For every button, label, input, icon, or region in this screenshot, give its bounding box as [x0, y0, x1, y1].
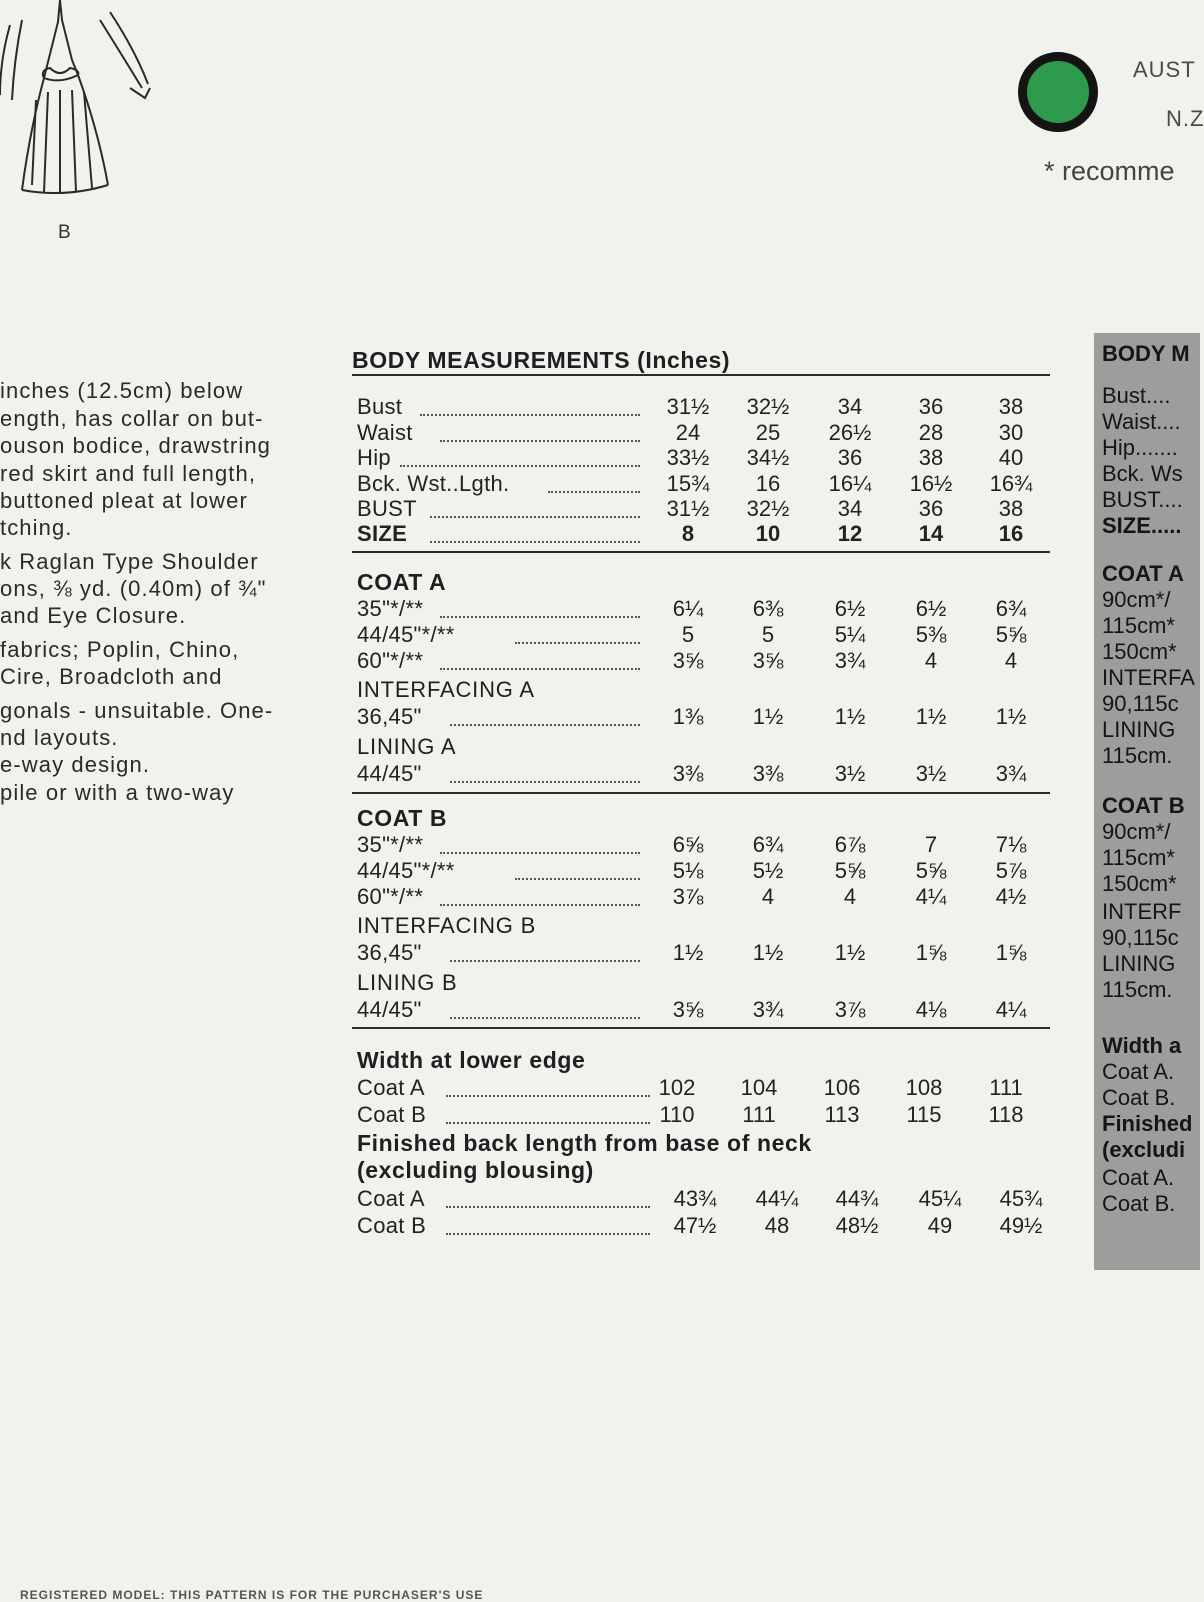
metric-panel-line: Finished: [1102, 1111, 1193, 1136]
description-line: and Eye Closure.: [0, 603, 187, 628]
row-value: 44¼: [755, 1186, 799, 1211]
row-value: 6⅞: [834, 832, 866, 857]
row-label: 35"*/**: [357, 832, 424, 857]
row-value: 4¼: [915, 884, 947, 909]
row-value: 26½: [828, 420, 872, 445]
leader-dots: [450, 781, 640, 783]
finished-title: Finished back length from base of neck: [357, 1130, 812, 1156]
row-value: 5¼: [834, 622, 866, 647]
coat_b-title: COAT B: [357, 805, 448, 831]
metric-panel-line: BODY M: [1102, 341, 1190, 366]
row-value: 43¾: [673, 1186, 717, 1211]
row-value: 1½: [834, 940, 866, 965]
row-value: 6⅜: [752, 596, 784, 621]
metric-panel-line: 90,115c: [1102, 691, 1179, 716]
row-value: 7⅛: [995, 832, 1027, 857]
row-label: 44/45"*/**: [357, 622, 455, 647]
coat_a-lining-title: LINING A: [357, 734, 457, 759]
metric-panel-line: INTERF: [1102, 899, 1182, 924]
leader-dots: [450, 1017, 640, 1019]
row-value: 3½: [834, 761, 866, 786]
row-label: Coat A: [357, 1186, 425, 1211]
row-label: 36,45": [357, 940, 422, 965]
row-value: 49: [927, 1213, 953, 1238]
row-value: 16¼: [828, 471, 872, 496]
row-value: 4: [843, 884, 857, 909]
row-value: 38: [998, 394, 1024, 419]
row-value: 3⅞: [672, 884, 704, 909]
row-value: 34: [837, 496, 863, 521]
row-value: 3⅜: [672, 761, 704, 786]
metric-panel-line: LINING: [1102, 717, 1176, 742]
row-value: 31½: [666, 394, 710, 419]
row-value: 3⅞: [834, 997, 866, 1022]
metric-panel-line: Waist....: [1102, 409, 1181, 434]
row-value: 40: [998, 445, 1024, 470]
row-label: Coat B: [357, 1213, 427, 1238]
row-label: Waist: [357, 420, 413, 445]
leader-dots: [430, 541, 640, 543]
row-label: 60"*/**: [357, 884, 424, 909]
leader-dots: [440, 668, 640, 670]
row-label: 36,45": [357, 704, 422, 729]
region-label-nz: N.Z: [1166, 106, 1204, 131]
row-value: 5⅝: [834, 858, 866, 883]
row-value: 38: [998, 496, 1024, 521]
row-label: 44/45": [357, 997, 422, 1022]
row-value: 5⅛: [672, 858, 704, 883]
row-value: 3⅝: [672, 997, 704, 1022]
row-value: 118: [988, 1102, 1024, 1127]
row-value: 25: [755, 420, 781, 445]
row-value: 5: [681, 622, 695, 647]
row-label: Bust: [357, 394, 403, 419]
row-value: 45¼: [918, 1186, 962, 1211]
row-value: 4: [761, 884, 775, 909]
metric-panel-line: Bck. Ws: [1102, 461, 1183, 486]
description-line: gonals - unsuitable. One-: [0, 698, 274, 723]
row-value: 14: [918, 521, 944, 546]
metric-panel-line: 90cm*/: [1102, 819, 1171, 844]
metric-panel-line: COAT B: [1102, 793, 1185, 818]
description-line: pile or with a two-way: [0, 780, 235, 805]
row-value: 1½: [752, 940, 784, 965]
row-label: 35"*/**: [357, 596, 424, 621]
row-value: 1⅜: [672, 704, 704, 729]
recommended-note: * recomme: [1044, 156, 1175, 186]
metric-panel-line: COAT A: [1102, 561, 1184, 586]
row-value: 8: [681, 521, 695, 546]
row-value: 6¼: [672, 596, 704, 621]
leader-dots: [440, 440, 640, 442]
metric-panel-line: LINING: [1102, 951, 1176, 976]
row-value: 12: [837, 521, 863, 546]
row-value: 3¾: [995, 761, 1027, 786]
row-value: 1½: [752, 704, 784, 729]
row-label: 60"*/**: [357, 648, 424, 673]
width-title: Width at lower edge: [357, 1047, 586, 1073]
row-value: 38: [918, 445, 944, 470]
description-line: k Raglan Type Shoulder: [0, 549, 259, 574]
metric-panel-line: 150cm*: [1102, 871, 1177, 896]
row-value: 48½: [835, 1213, 879, 1238]
leader-dots: [446, 1095, 650, 1097]
metric-panel-line: Bust....: [1102, 383, 1171, 408]
metric-panel-line: BUST....: [1102, 487, 1183, 512]
row-value: 1⅝: [915, 940, 947, 965]
row-value: 49½: [999, 1213, 1043, 1238]
row-value: 34: [837, 394, 863, 419]
row-value: 3¾: [834, 648, 866, 673]
metric-panel-line: Coat A.: [1102, 1059, 1175, 1084]
row-value: 4: [1004, 648, 1018, 673]
coat_a-interfacing-title: INTERFACING A: [357, 677, 535, 702]
metric-panel-line: Coat B.: [1102, 1085, 1176, 1110]
metric-panel-line: 90cm*/: [1102, 587, 1171, 612]
row-value: 7: [924, 832, 938, 857]
row-value: 3½: [915, 761, 947, 786]
row-value: 106: [823, 1075, 861, 1100]
description-line: tching.: [0, 515, 73, 540]
row-value: 1½: [995, 704, 1027, 729]
row-value: 3⅝: [672, 648, 704, 673]
description-line: nd layouts.: [0, 725, 119, 750]
row-value: 3⅜: [752, 761, 784, 786]
coat_a-title: COAT A: [357, 569, 447, 595]
row-value: 5½: [752, 858, 784, 883]
row-value: 3¾: [752, 997, 784, 1022]
table-title: BODY MEASUREMENTS (Inches): [352, 347, 731, 373]
coat_b-interfacing-title: INTERFACING B: [357, 913, 537, 938]
leader-dots: [446, 1233, 650, 1235]
row-value: 32½: [746, 496, 790, 521]
row-value: 111: [989, 1075, 1023, 1100]
description-line: ouson bodice, drawstring: [0, 433, 271, 458]
metric-panel-line: 115cm.: [1102, 743, 1173, 768]
table-rule: [352, 1027, 1050, 1029]
leader-dots: [440, 904, 640, 906]
description-line: ength, has collar on but-: [0, 406, 264, 431]
leader-dots: [440, 616, 640, 618]
row-value: 113: [824, 1102, 860, 1127]
row-value: 6½: [915, 596, 947, 621]
description-line: e-way design.: [0, 752, 151, 777]
row-value: 1⅝: [995, 940, 1027, 965]
metric-panel-line: Coat A.: [1102, 1165, 1175, 1190]
metric-panel-line: INTERFA: [1102, 665, 1195, 690]
row-label: Coat B: [357, 1102, 427, 1127]
row-value: 6¾: [995, 596, 1027, 621]
metric-panel-line: 90,115c: [1102, 925, 1179, 950]
row-value: 5⅜: [915, 622, 947, 647]
row-value: 32½: [746, 394, 790, 419]
row-value: 34½: [746, 445, 790, 470]
row-value: 48: [764, 1213, 790, 1238]
description-line: inches (12.5cm) below: [0, 378, 244, 403]
table-rule: [352, 551, 1050, 553]
row-value: 115: [906, 1102, 942, 1127]
sketch-view-label: B: [58, 222, 71, 243]
metric-panel-line: 150cm*: [1102, 639, 1177, 664]
row-value: 104: [740, 1075, 778, 1100]
row-value: 5⅝: [915, 858, 947, 883]
row-value: 1½: [672, 940, 704, 965]
metric-panel-line: 115cm.: [1102, 977, 1173, 1002]
description-line: Cire, Broadcloth and: [0, 664, 223, 689]
row-value: 10: [755, 521, 781, 546]
metric-measurements-panel: [1094, 333, 1200, 1270]
row-value: 111: [742, 1102, 776, 1127]
leader-dots: [420, 414, 640, 416]
row-label: SIZE: [357, 521, 408, 546]
table-rule: [352, 374, 1050, 376]
row-value: 108: [905, 1075, 943, 1100]
row-value: 6⅝: [672, 832, 704, 857]
leader-dots: [548, 491, 640, 493]
leader-dots: [450, 960, 640, 962]
metric-panel-line: Width a: [1102, 1033, 1182, 1058]
metric-panel-line: Hip.......: [1102, 435, 1178, 460]
row-value: 4⅛: [915, 997, 947, 1022]
row-value: 1½: [915, 704, 947, 729]
metric-panel-line: Coat B.: [1102, 1191, 1176, 1216]
row-value: 24: [675, 420, 701, 445]
row-value: 31½: [666, 496, 710, 521]
leader-dots: [450, 724, 640, 726]
row-value: 36: [918, 394, 944, 419]
metric-panel-line: (excludi: [1102, 1137, 1186, 1162]
region-label-aust: AUST: [1133, 57, 1196, 82]
description-line: buttoned pleat at lower: [0, 488, 248, 513]
row-value: 3⅝: [752, 648, 784, 673]
row-label: Bck. Wst..Lgth.: [357, 471, 510, 496]
leader-dots: [446, 1206, 650, 1208]
row-label: 44/45": [357, 761, 422, 786]
row-label: BUST: [357, 496, 417, 521]
metric-panel-line: 115cm*: [1102, 613, 1175, 638]
coat-sketch-illustration: [0, 0, 180, 210]
finished-subtitle: (excluding blousing): [357, 1157, 594, 1183]
row-value: 4½: [995, 884, 1027, 909]
row-value: 36: [918, 496, 944, 521]
row-value: 36: [837, 445, 863, 470]
row-value: 15¾: [666, 471, 710, 496]
row-value: 4¼: [995, 997, 1027, 1022]
leader-dots: [430, 516, 640, 518]
row-value: 16: [998, 521, 1024, 546]
row-label: Hip: [357, 445, 391, 470]
row-value: 5: [761, 622, 775, 647]
table-rule: [352, 792, 1050, 794]
row-value: 44¾: [835, 1186, 879, 1211]
registered-model-footer: REGISTERED MODEL: THIS PATTERN IS FOR THE PURCHASER'S USE: [20, 1588, 484, 1602]
description-line: ons, ⅜ yd. (0.40m) of ¾": [0, 576, 267, 601]
metric-panel-line: SIZE.....: [1102, 513, 1182, 538]
row-value: 1½: [834, 704, 866, 729]
row-value: 6½: [834, 596, 866, 621]
row-value: 110: [659, 1102, 695, 1127]
row-value: 47½: [673, 1213, 717, 1238]
row-value: 16½: [909, 471, 953, 496]
leader-dots: [515, 878, 640, 880]
coat_b-lining-title: LINING B: [357, 970, 458, 995]
row-value: 28: [918, 420, 944, 445]
leader-dots: [446, 1122, 650, 1124]
leader-dots: [400, 465, 640, 467]
leader-dots: [440, 852, 640, 854]
row-value: 33½: [666, 445, 710, 470]
leader-dots: [515, 642, 640, 644]
metric-panel-line: 115cm*: [1102, 845, 1175, 870]
row-value: 45¾: [999, 1186, 1043, 1211]
row-value: 102: [658, 1075, 696, 1100]
row-value: 4: [924, 648, 938, 673]
row-value: 16: [755, 471, 781, 496]
row-label: 44/45"*/**: [357, 858, 455, 883]
green-dot-icon: [1018, 52, 1098, 132]
row-value: 16¾: [989, 471, 1033, 496]
row-label: Coat A: [357, 1075, 425, 1100]
row-value: 5⅞: [995, 858, 1027, 883]
description-line: fabrics; Poplin, Chino,: [0, 637, 240, 662]
row-value: 6¾: [752, 832, 784, 857]
description-line: red skirt and full length,: [0, 461, 257, 486]
row-value: 5⅝: [995, 622, 1027, 647]
row-value: 30: [998, 420, 1024, 445]
